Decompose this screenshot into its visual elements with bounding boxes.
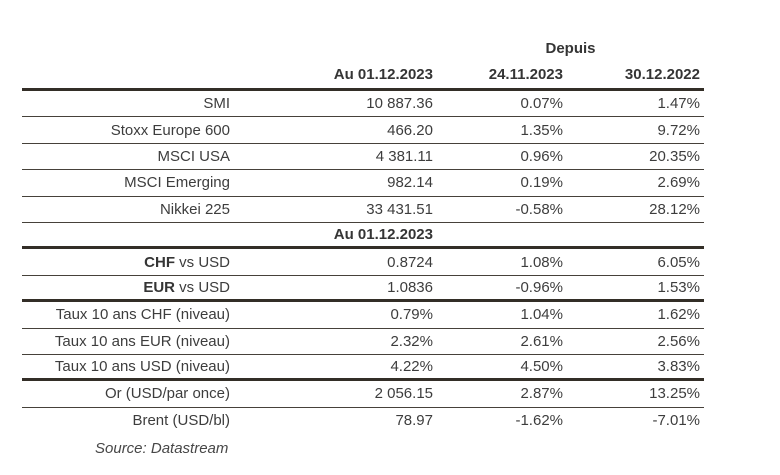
cell-since-prev: 4.50%: [520, 358, 563, 376]
cell-since-prev: -1.62%: [515, 412, 563, 430]
cell-current: 1.0836: [387, 278, 433, 296]
cell-current: 78.97: [395, 412, 433, 430]
cell-current: 466.20: [387, 121, 433, 139]
row-label: Nikkei 225: [159, 200, 230, 218]
cell-current: 4.22%: [390, 358, 433, 376]
cell-since-ytd: -7.01%: [652, 412, 700, 430]
table-row: [22, 91, 704, 117]
cell-current: 10 887.36: [366, 95, 433, 113]
cell-since-ytd: 2.56%: [657, 332, 700, 350]
cell-current: 982.14: [387, 174, 433, 192]
cell-since-ytd: 1.53%: [657, 278, 700, 296]
cell-since-ytd: 9.72%: [657, 121, 700, 139]
since-group-header: Depuis: [545, 39, 596, 57]
column-header-row: [22, 61, 704, 91]
row-label: Taux 10 ans CHF (niveau): [55, 306, 230, 324]
row-label: Or (USD/par once): [104, 385, 230, 403]
row-label: SMI: [203, 95, 230, 113]
table-row: [22, 329, 704, 355]
cell-current: 2 056.15: [374, 385, 433, 403]
since-group-row: [22, 35, 704, 61]
cell-since-prev: 2.61%: [520, 332, 563, 350]
row-label-currency: CHF: [144, 253, 175, 271]
cell-current: 0.79%: [390, 306, 433, 324]
cell-since-ytd: 20.35%: [649, 147, 700, 165]
table-row: [22, 249, 704, 275]
section-header-row: [22, 223, 704, 249]
row-label: Taux 10 ans USD (niveau): [54, 358, 230, 376]
cell-since-ytd: 2.69%: [657, 174, 700, 192]
cell-since-ytd: 1.47%: [657, 95, 700, 113]
cell-since-prev: 0.07%: [520, 95, 563, 113]
table-row: [22, 144, 704, 170]
cell-since-prev: 1.35%: [520, 121, 563, 139]
column-header-since-prev: 24.11.2023: [488, 66, 563, 83]
row-label: Brent (USD/bl): [132, 412, 230, 430]
row-label: Taux 10 ans EUR (niveau): [54, 332, 230, 350]
cell-since-prev: 1.04%: [520, 306, 563, 324]
cell-since-prev: -0.96%: [515, 278, 563, 296]
table-row: [22, 197, 704, 223]
cell-since-ytd: 28.12%: [649, 200, 700, 218]
cell-current: 4 381.11: [375, 147, 433, 165]
cell-since-prev: 1.08%: [520, 253, 563, 271]
row-label: [22, 279, 234, 296]
cell-since-ytd: 13.25%: [649, 385, 700, 403]
cell-since-prev: 0.19%: [520, 174, 563, 192]
table-row: [22, 117, 704, 143]
table-row: [22, 302, 704, 328]
column-header-since-ytd: 30.12.2022: [624, 66, 700, 83]
row-label: MSCI USA: [157, 147, 230, 165]
row-label-rest: vs USD: [174, 278, 230, 296]
row-label: [22, 254, 234, 271]
row-label-rest: vs USD: [174, 253, 230, 271]
table-row: [22, 170, 704, 196]
cell-since-prev: 0.96%: [520, 147, 563, 165]
table-row: [22, 276, 704, 302]
cell-current: 2.32%: [390, 332, 433, 350]
row-label-currency: EUR: [143, 278, 175, 296]
table-row: [22, 355, 704, 381]
column-header-current: Au 01.12.2023: [333, 66, 433, 83]
cell-since-ytd: 6.05%: [657, 253, 700, 271]
market-table: [22, 35, 704, 459]
cell-current: 33 431.51: [366, 200, 433, 218]
table-row: [22, 408, 704, 434]
cell-since-ytd: 3.83%: [657, 358, 700, 376]
cell-since-prev: -0.58%: [515, 200, 563, 218]
row-label: Stoxx Europe 600: [110, 121, 230, 139]
section-header: Au 01.12.2023: [333, 226, 433, 244]
cell-since-prev: 2.87%: [520, 385, 563, 403]
table-row: [22, 381, 704, 407]
row-label: MSCI Emerging: [124, 174, 230, 192]
cell-current: 0.8724: [387, 253, 433, 271]
source-note: Source: Datastream: [95, 439, 229, 457]
cell-since-ytd: 1.62%: [657, 306, 700, 324]
